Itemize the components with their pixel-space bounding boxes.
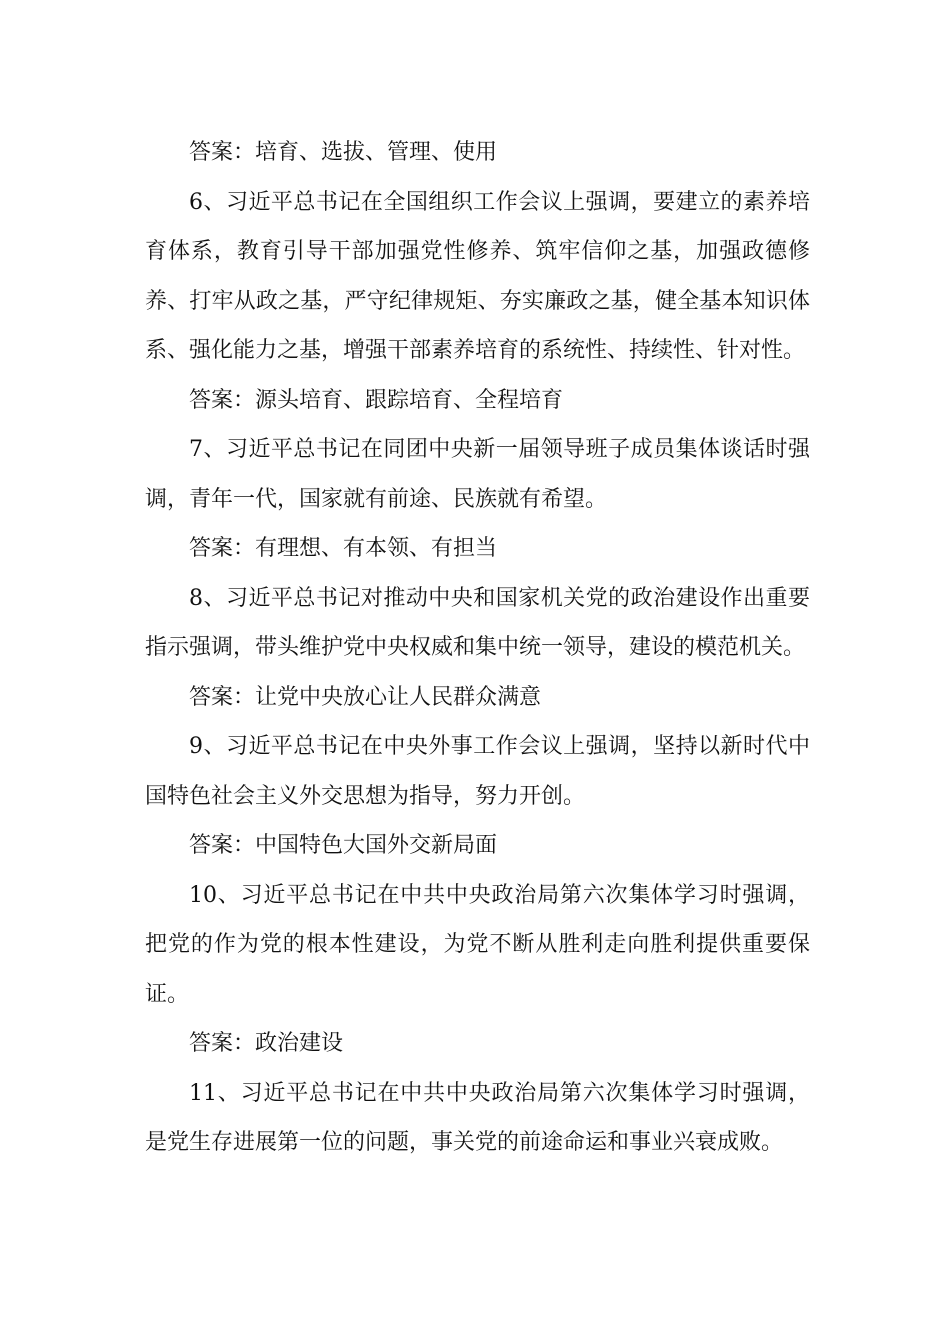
answer-8: 答案：让党中央放心让人民群众满意: [189, 684, 542, 710]
answer-6: 答案：源头培育、跟踪培育、全程培育: [189, 387, 564, 413]
question-11: 11、习近平总书记在中共中央政治局第六次集体学习时强调，是党生存进展第一位的问题，事关党的前途命运和事业兴衰成败。: [145, 1080, 810, 1155]
question-10: 10、习近平总书记在中共中央政治局第六次集体学习时强调，把党的作为党的根本性建设，为党不断从胜利走向胜利提供重要保证。: [145, 882, 810, 1007]
question-6: 6、习近平总书记在全国组织工作会议上强调，要建立的素养培育体系，教育引导干部加强党性修养、筑牢信仰之基，加强政德修养、打牢从政之基，严守纪律规矩、夯实廉政之基，健全基本知识体系、强化能力之基，增强干部素养培育的系统性、持续性、针对性。: [145, 189, 810, 363]
answer-7: 答案：有理想、有本领、有担当: [189, 536, 498, 561]
answer-9: 答案：中国特色大国外交新局面: [189, 833, 498, 858]
question-9: 9、习近平总书记在中央外事工作会议上强调，坚持以新时代中国特色社会主义外交思想为指导，努力开创。: [145, 734, 810, 809]
answer-10: 答案：政治建设: [189, 1031, 344, 1056]
question-8: 8、习近平总书记对推动中央和国家机关党的政治建设作出重要指示强调，带头维护党中央权威和集中统一领导，建设的模范机关。: [145, 585, 810, 660]
question-7: 7、习近平总书记在同团中央新一届领导班子成员集体谈话时强调，青年一代，国家就有前途、民族就有希望。: [145, 437, 810, 512]
document-body: [145, 128, 810, 1168]
answer-5: 答案：培育、选拔、管理、使用: [189, 140, 498, 165]
